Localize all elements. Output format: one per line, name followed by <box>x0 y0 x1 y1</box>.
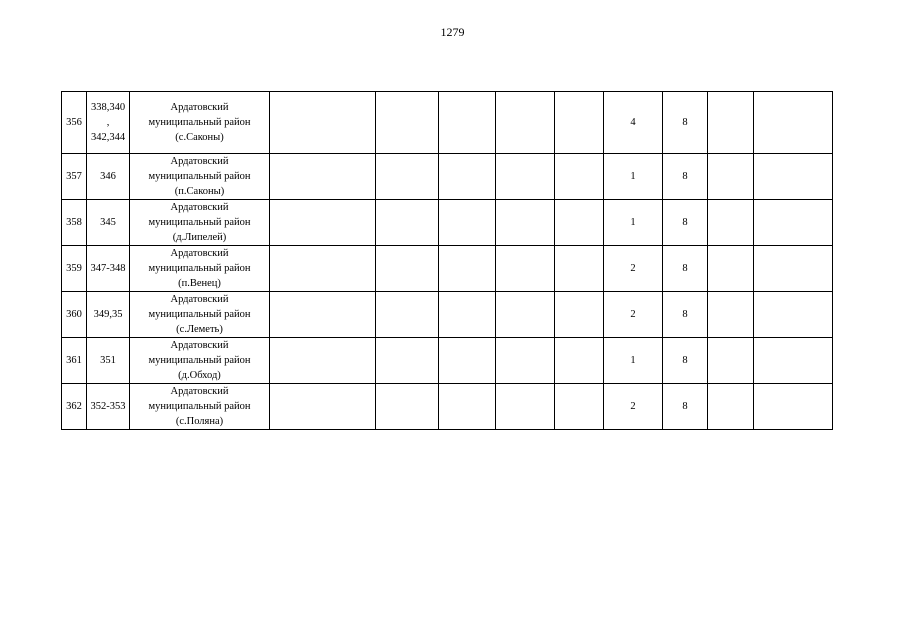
count-value: 1 <box>630 217 636 228</box>
district-lines <box>130 246 269 291</box>
value: 8 <box>682 171 688 182</box>
empty-cell <box>376 292 439 338</box>
district-line: Ардатовский <box>170 248 229 259</box>
reference-lines <box>87 215 129 230</box>
district-line: муниципальный район <box>148 117 251 128</box>
empty-cell <box>496 338 555 384</box>
empty-cell <box>496 292 555 338</box>
value: 8 <box>682 117 688 128</box>
district-cell <box>130 92 270 154</box>
row-number-cell <box>62 292 87 338</box>
empty-cell <box>708 292 754 338</box>
district-cell <box>130 292 270 338</box>
empty-cell <box>754 246 833 292</box>
empty-cell <box>555 384 604 430</box>
row-number-cell <box>62 200 87 246</box>
empty-cell <box>708 338 754 384</box>
empty-cell <box>754 384 833 430</box>
district-cell <box>130 338 270 384</box>
reference-line: , <box>106 117 110 128</box>
table-body <box>62 92 833 430</box>
value: 8 <box>682 355 688 366</box>
count-cell <box>604 292 663 338</box>
empty-cell <box>496 200 555 246</box>
count-cell <box>604 384 663 430</box>
value-cell <box>663 292 708 338</box>
district-line: Ардатовский <box>170 386 229 397</box>
count-value: 2 <box>630 263 636 274</box>
row-number-cell <box>62 154 87 200</box>
empty-cell <box>270 338 376 384</box>
empty-cell <box>496 384 555 430</box>
row-number-cell <box>62 92 87 154</box>
empty-cell <box>439 92 496 154</box>
empty-cell <box>708 246 754 292</box>
reference-cell <box>87 292 130 338</box>
reference-cell <box>87 92 130 154</box>
value-cell <box>663 384 708 430</box>
table-row <box>62 246 833 292</box>
empty-cell <box>270 384 376 430</box>
empty-cell <box>270 92 376 154</box>
row-number: 357 <box>66 171 82 182</box>
reference-line: 347-348 <box>90 263 126 274</box>
count-cell <box>604 92 663 154</box>
district-lines <box>130 292 269 337</box>
reference-cell <box>87 246 130 292</box>
district-line: Ардатовский <box>170 102 229 113</box>
empty-cell <box>439 154 496 200</box>
empty-cell <box>496 246 555 292</box>
value: 8 <box>682 309 688 320</box>
district-line: муниципальный район <box>148 263 251 274</box>
empty-cell <box>555 292 604 338</box>
empty-cell <box>708 200 754 246</box>
empty-cell <box>496 154 555 200</box>
district-cell <box>130 200 270 246</box>
district-line: (с.Саконы) <box>175 132 224 143</box>
row-number-cell <box>62 338 87 384</box>
reference-lines <box>87 307 129 322</box>
count-value: 4 <box>630 117 636 128</box>
row-number-cell <box>62 384 87 430</box>
empty-cell <box>439 292 496 338</box>
reference-line: 351 <box>100 355 116 366</box>
reference-lines <box>87 399 129 414</box>
page-number: 1279 <box>440 25 465 39</box>
reference-line: 346 <box>100 171 116 182</box>
reference-line: 342,344 <box>90 132 126 143</box>
empty-cell <box>376 200 439 246</box>
reference-line: 345 <box>100 217 116 228</box>
empty-cell <box>555 92 604 154</box>
district-line: муниципальный район <box>148 171 251 182</box>
value: 8 <box>682 401 688 412</box>
empty-cell <box>270 154 376 200</box>
district-line: Ардатовский <box>170 202 229 213</box>
reference-lines <box>87 261 129 276</box>
empty-cell <box>708 92 754 154</box>
value: 8 <box>682 217 688 228</box>
empty-cell <box>270 292 376 338</box>
district-line: муниципальный район <box>148 217 251 228</box>
table-row <box>62 384 833 430</box>
district-lines <box>130 154 269 199</box>
reference-cell <box>87 384 130 430</box>
empty-cell <box>754 154 833 200</box>
empty-cell <box>376 338 439 384</box>
district-line: (с.Поляна) <box>175 416 224 427</box>
district-cell <box>130 246 270 292</box>
district-line: (с.Леметь) <box>176 324 223 335</box>
count-cell <box>604 246 663 292</box>
value: 8 <box>682 263 688 274</box>
reference-line: 338,340 <box>90 102 126 113</box>
district-line: Ардатовский <box>170 340 229 351</box>
row-number: 356 <box>66 117 82 128</box>
reference-cell <box>87 338 130 384</box>
document-table <box>61 91 833 430</box>
district-line: муниципальный район <box>148 309 251 320</box>
table-row <box>62 92 833 154</box>
district-cell <box>130 384 270 430</box>
empty-cell <box>708 154 754 200</box>
row-number: 361 <box>66 355 82 366</box>
empty-cell <box>376 92 439 154</box>
empty-cell <box>555 200 604 246</box>
value-cell <box>663 338 708 384</box>
empty-cell <box>754 338 833 384</box>
empty-cell <box>754 292 833 338</box>
value-cell <box>663 246 708 292</box>
count-cell <box>604 200 663 246</box>
reference-line: 349,35 <box>93 309 123 320</box>
empty-cell <box>496 92 555 154</box>
district-lines <box>130 338 269 383</box>
district-line: Ардатовский <box>170 294 229 305</box>
district-line: муниципальный район <box>148 355 251 366</box>
value-cell <box>663 92 708 154</box>
empty-cell <box>555 154 604 200</box>
empty-cell <box>439 384 496 430</box>
empty-cell <box>376 154 439 200</box>
row-number-cell <box>62 246 87 292</box>
district-lines <box>130 384 269 429</box>
district-line: (д.Обход) <box>178 370 221 381</box>
empty-cell <box>376 246 439 292</box>
district-lines <box>130 200 269 245</box>
row-number: 359 <box>66 263 82 274</box>
district-line: Ардатовский <box>170 156 229 167</box>
count-cell <box>604 154 663 200</box>
empty-cell <box>555 246 604 292</box>
count-value: 2 <box>630 309 636 320</box>
empty-cell <box>439 200 496 246</box>
district-line: (д.Липелей) <box>172 232 227 243</box>
row-number: 358 <box>66 217 82 228</box>
district-cell <box>130 154 270 200</box>
empty-cell <box>270 200 376 246</box>
empty-cell <box>754 92 833 154</box>
count-value: 2 <box>630 401 636 412</box>
reference-cell <box>87 154 130 200</box>
empty-cell <box>555 338 604 384</box>
row-number: 360 <box>66 309 82 320</box>
reference-line: 352-353 <box>90 401 126 412</box>
table-row <box>62 200 833 246</box>
count-cell <box>604 338 663 384</box>
table-row <box>62 292 833 338</box>
district-line: муниципальный район <box>148 401 251 412</box>
reference-lines <box>87 353 129 368</box>
district-line: (п.Венец) <box>178 278 221 289</box>
empty-cell <box>708 384 754 430</box>
row-number: 362 <box>66 401 82 412</box>
count-value: 1 <box>630 355 636 366</box>
value-cell <box>663 200 708 246</box>
empty-cell <box>270 246 376 292</box>
table-row <box>62 154 833 200</box>
empty-cell <box>439 246 496 292</box>
table-row <box>62 338 833 384</box>
reference-lines <box>87 169 129 184</box>
reference-cell <box>87 200 130 246</box>
empty-cell <box>376 384 439 430</box>
count-value: 1 <box>630 171 636 182</box>
district-line: (п.Саконы) <box>174 186 225 197</box>
empty-cell <box>439 338 496 384</box>
value-cell <box>663 154 708 200</box>
district-lines <box>130 100 269 145</box>
reference-lines <box>87 100 129 145</box>
empty-cell <box>754 200 833 246</box>
